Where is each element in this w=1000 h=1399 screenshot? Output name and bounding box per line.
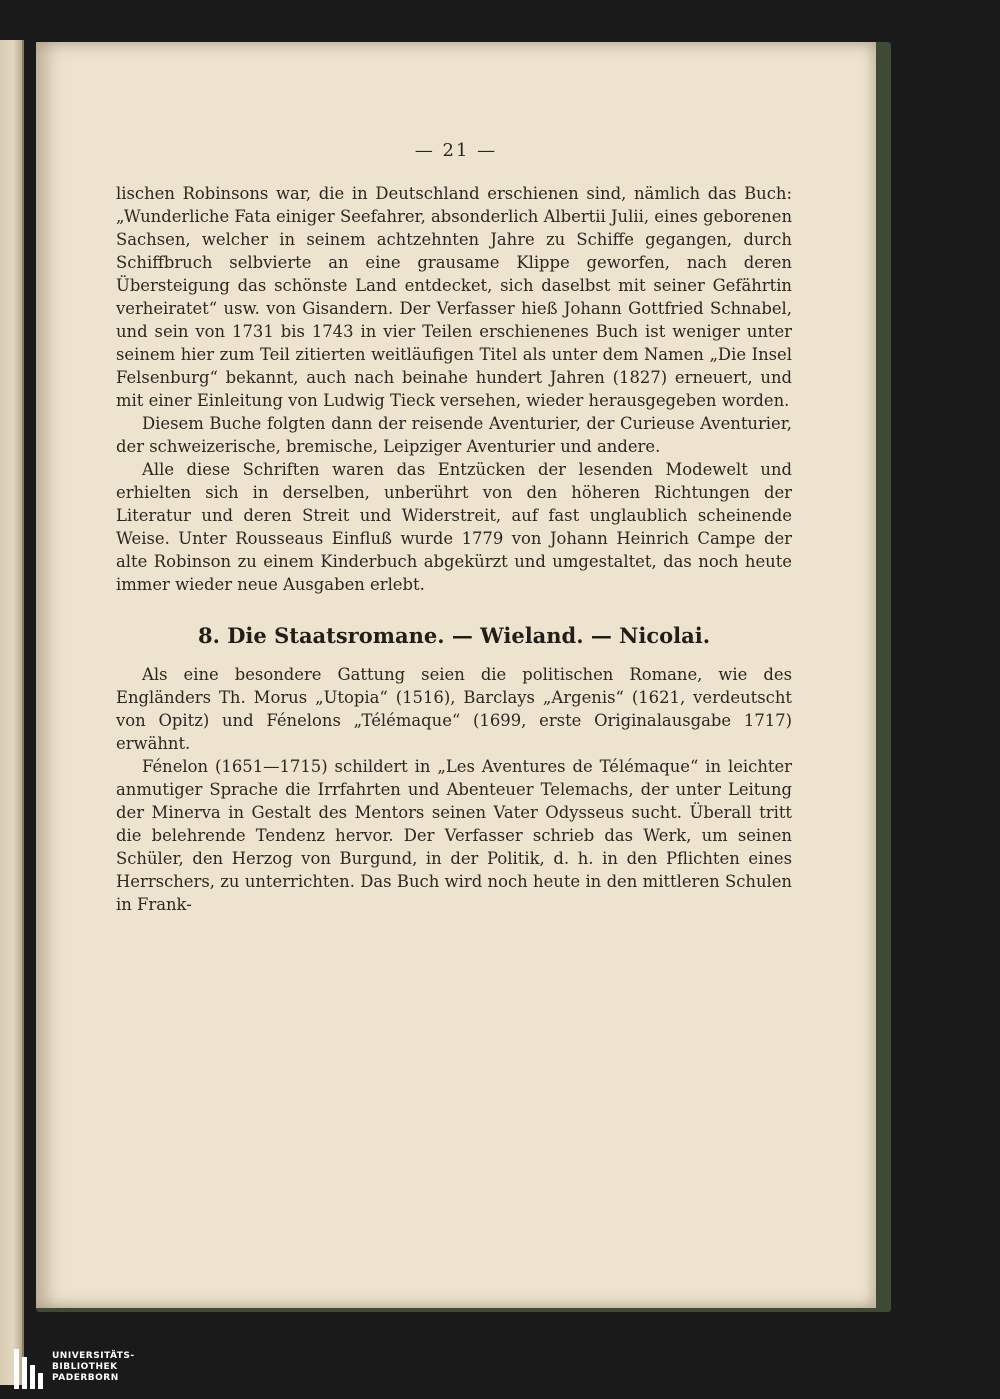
library-logo-icon (14, 1345, 44, 1389)
page-number: — 21 — (414, 140, 498, 161)
page-text (116, 182, 792, 916)
paragraph-2: Diesem Buche folgten dann der reisende Aventurier, der Curieuse Aventurier, der schweizerische, bremische, Leipziger Aventurier und andere. (116, 414, 792, 456)
paragraph-1: lischen Robinsons war, die in Deutschland erschienen sind, nämlich das Buch: „Wunderliche Fata einiger Seefahrer, absonderlich Albertii Julii, eines geborenen Sachsen, welcher in seinem achtzehnten Jahre zu Schiffe gegangen, durch Schiffbruch selbvierte an eine grausame Klippe geworfen, nach deren Übersteigung das schönste Land entdecket, sich daselbst mit seiner Gefährtin verheiratet“ usw. von Gisandern. Der Verfasser hieß Johann Gottfried Schnabel, und sein von 1731 bis 1743 in vier Teilen erschienenes Buch ist weniger unter seinem hier zum Teil zitierten weitläufigen Titel als unter dem Namen „Die Insel Felsenburg“ bekannt, auch nach beinahe hundert Jahren (1827) erneuert, und mit einer Einleitung von Ludwig Tieck versehen, wieder herausgegeben worden. (116, 184, 792, 410)
library-logo-text: UNIVERSITÄTS- BIBLIOTHEK PADERBORN (52, 1350, 135, 1383)
library-logo (14, 1342, 149, 1392)
left-page-edge (0, 40, 24, 1385)
paragraph-5: Fénelon (1651—1715) schildert in „Les Aventures de Télémaque“ in leichter anmutiger Sprache die Irrfahrten und Abenteuer Telemachs, der unter Leitung der Minerva in Gestalt des Mentors seinen Vater Odysseus sucht. Überall tritt die belehrende Tendenz hervor. Der Verfasser schrieb das Werk, um seinen Schüler, den Herzog von Burgund, in der Politik, d. h. in den Pflichten eines Herrschers, zu unterrichten. Das Buch wird noch heute in den mittleren Schulen in Frank- (116, 757, 792, 914)
section-heading: 8. Die Staatsromane. — Wieland. — Nicolai. (197, 623, 711, 648)
book-page (36, 42, 876, 1308)
paragraph-3: Alle diese Schriften waren das Entzücken der lesenden Modewelt und erhielten sich in derselben, unberührt von den höheren Richtungen der Literatur und deren Streit und Widerstreit, auf fast unglaublich scheinende Weise. Unter Rousseaus Einfluß wurde 1779 von Johann Heinrich Campe der alte Robinson zu einem Kinderbuch abgekürzt und umgestaltet, das noch heute immer wieder neue Ausgaben erlebt. (116, 460, 792, 594)
paragraph-4: Als eine besondere Gattung seien die politischen Romane, wie des Engländers Th. Morus „Utopia“ (1516), Barclays „Argenis“ (1621, verdeutscht von Opitz) und Fénelons „Télémaque“ (1699, erste Originalausgabe 1717) erwähnt. (116, 665, 792, 753)
